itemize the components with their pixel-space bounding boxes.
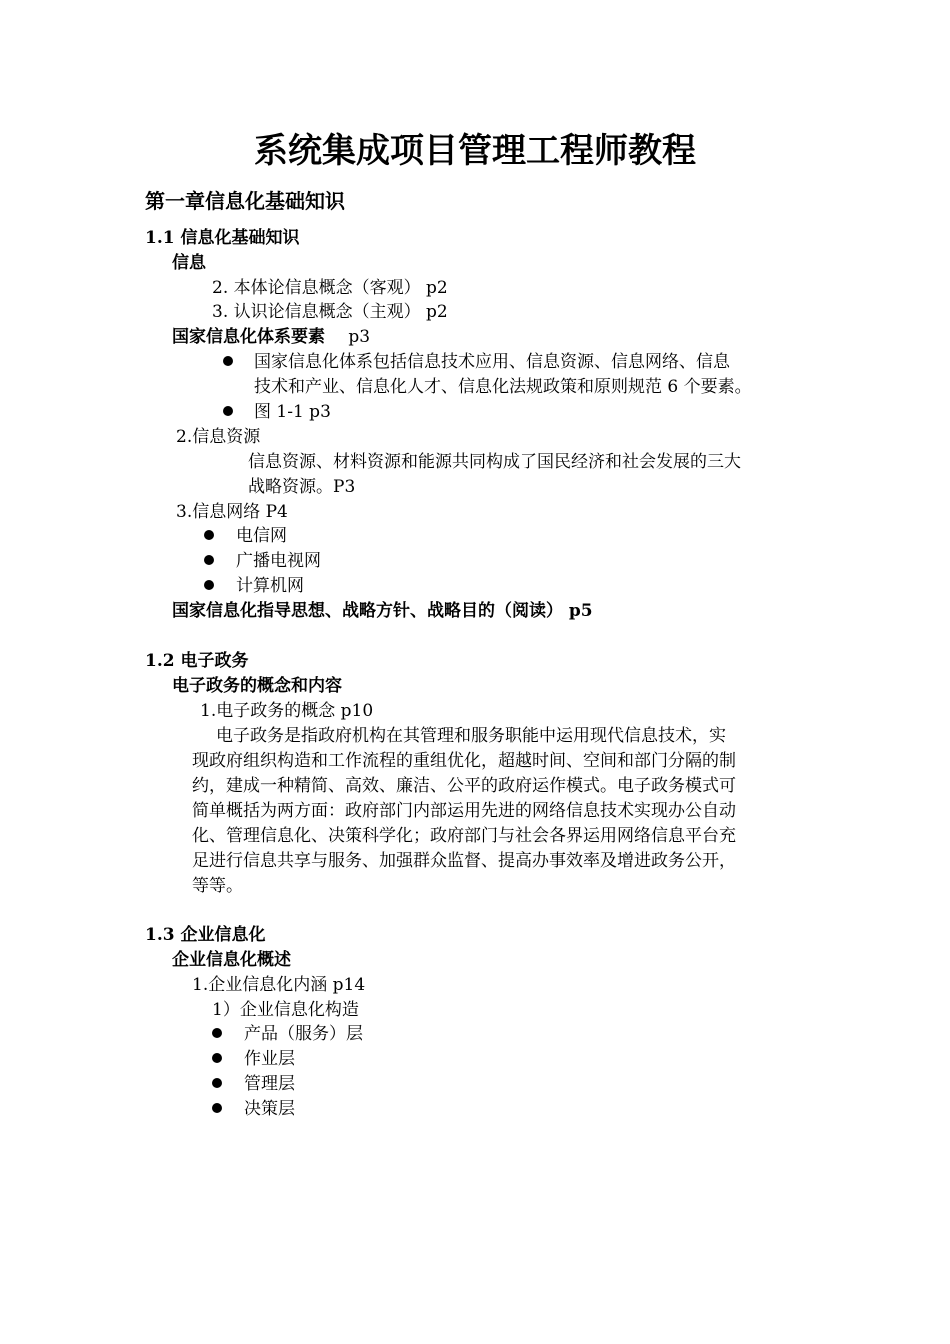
bullet-icon: [212, 1078, 222, 1088]
net-item: 计算机网: [236, 576, 304, 596]
bullet-icon: [204, 530, 214, 540]
egov-para-line: 现政府组织构造和工作流程的重组优化，超越时间、空间和部门分隔的制: [192, 751, 736, 771]
subheading-guojia: [172, 325, 370, 349]
section-heading-1-1: 1.1 信息化基础知识: [145, 228, 300, 248]
subheading-zhidao: 国家信息化指导思想、战略方针、战略目的（阅读） p5: [172, 601, 593, 621]
enterprise-gouzao: 1）企业信息化构造: [212, 1000, 359, 1020]
subheading-egov: 电子政务的概念和内容: [172, 676, 342, 696]
layer-item: 产品（服务）层: [244, 1024, 363, 1044]
egov-para-line: 等等。: [192, 876, 243, 896]
page-title: 系统集成项目管理工程师教程: [254, 131, 696, 171]
subheading-wangluo: 3.信息网络 P4: [176, 502, 288, 522]
egov-para-line: 约，建成一种精简、高效、廉洁、公平的政府运作模式。电子政务模式可: [192, 776, 736, 796]
bullet-icon: [204, 580, 214, 590]
chapter-heading: 第一章信息化基础知识: [145, 189, 345, 213]
ziyuan-text-line2: 战略资源。P3: [248, 477, 356, 497]
bullet-icon: [223, 356, 233, 366]
subheading-guojia-page: p3: [348, 327, 371, 347]
bullet-icon: [212, 1103, 222, 1113]
egov-concept: 1.电子政务的概念 p10: [200, 701, 374, 721]
net-item: 电信网: [236, 526, 287, 546]
bullet-icon: [223, 406, 233, 416]
enterprise-neihan: 1.企业信息化内涵 p14: [192, 975, 366, 995]
section-heading-1-2: 1.2 电子政务: [145, 651, 249, 671]
bullet-text-figure: 图 1-1 p3: [254, 402, 331, 422]
egov-para-line: 化、管理信息化、决策科学化；政府部门与社会各界运用网络信息平台充: [192, 826, 736, 846]
egov-para-line: 电子政务是指政府机构在其管理和服务职能中运用现代信息技术，实: [216, 726, 726, 746]
section-heading-1-3: 1.3 企业信息化: [145, 925, 266, 945]
ziyuan-text-line1: 信息资源、材料资源和能源共同构成了国民经济和社会发展的三大: [248, 452, 741, 472]
bullet-icon: [212, 1028, 222, 1038]
egov-para-line: 简单概括为两方面：政府部门内部运用先进的网络信息技术实现办公自动: [192, 801, 736, 821]
egov-para-line: 足进行信息共享与服务、加强群众监督、提高办事效率及增进政务公开，: [192, 851, 736, 871]
bullet-icon: [204, 555, 214, 565]
bullet-icon: [212, 1053, 222, 1063]
layer-item: 管理层: [244, 1074, 295, 1094]
list-item-epistemology: 3. 认识论信息概念（主观） p2: [212, 302, 448, 322]
subheading-enterprise: 企业信息化概述: [172, 950, 291, 970]
bullet-text-line1: 国家信息化体系包括信息技术应用、信息资源、信息网络、信息: [254, 352, 730, 372]
subheading-xinxi: 信息: [172, 253, 206, 273]
list-item-ontology: 2. 本体论信息概念（客观） p2: [212, 278, 448, 298]
subheading-ziyuan: 2.信息资源: [176, 427, 261, 447]
net-item: 广播电视网: [236, 551, 321, 571]
layer-item: 作业层: [244, 1049, 295, 1069]
bullet-text-line2: 技术和产业、信息化人才、信息化法规政策和原则规范 6 个要素。: [254, 377, 752, 397]
layer-item: 决策层: [244, 1099, 295, 1119]
subheading-guojia-text: 国家信息化体系要素: [172, 327, 325, 347]
